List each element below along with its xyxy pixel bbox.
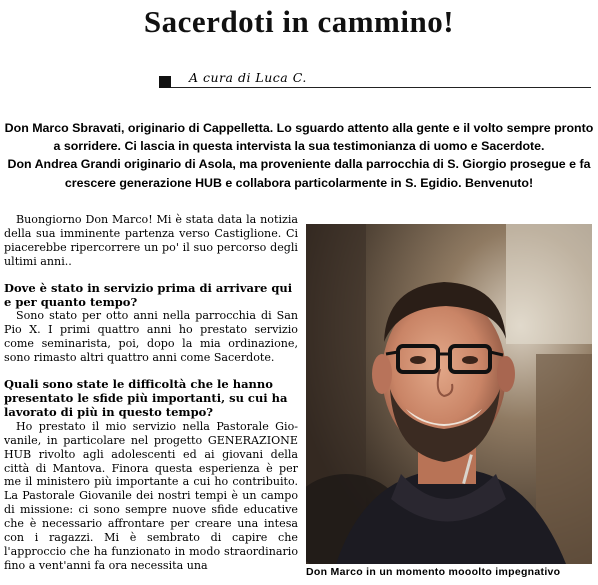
byline-rule [171,87,591,88]
opening-paragraph: Buongiorno Don Marco! Mi è stata data la notizia della sua imminente partenza verso Castiglione. Ci piacerebbe ripercorrere un po' il suo percorso degli ultimi anni.. [4,213,298,268]
portrait-photo [306,224,592,564]
photo-caption: Don Marco in un momento mooolto impegnativo [306,566,561,578]
question-1: Dove è stato in servizio prima di arrivare qui e per quanto tempo? [4,280,293,309]
intro-line-1: Don Marco Sbravati, originario di Cappelletta. Lo sguardo attento alla gente e il volto sempre pronto a sorridere. Ci lascia in questa intervista la sua testimonianza di uomo e Sacerdote. [4,121,594,154]
interview-column [4,213,298,573]
byline [155,69,595,89]
intro-line-2: Don Andrea Grandi originario di Asola, ma proveniente dalla parrocchia di S. Giorgio prosegue e fa crescere generazione HUB e collabora particolarmente in S. Egidio. Benvenuto! [7,157,591,190]
answer-1: Sono stato per otto anni nella parrocchia di San Pio X. I primi quattro anni ho prestato servizio come seminarista, poi, dopo la mia ordinazione, sono rimasto altri quattro anni come Sacerdote. [4,309,298,365]
byline-text: A cura di Luca C. [189,70,307,85]
byline-square-marker [159,76,171,88]
portrait-illustration [306,224,592,564]
article-title: Sacerdoti in cammino! [143,4,455,39]
question-2: Quali sono state le difficoltà che le hanno presentato le sfide più importanti, su cui ha lavorato di più in questo tempo? [4,377,288,419]
intro-paragraph [0,119,598,192]
answer-2: Ho prestato il mio servizio nella Pastorale Giovanile, in particolare nel progetto GENERAZIONE HUB rivolto agli adolescenti ed ai giovani della città di Mantova. Finora questa esperienza è per me il ministero più importante a cui ho contribuito. La Pastorale Giovanile dei nostri tempi è un campo di missione: ci sono sempre nuove sfide educative che è necessario affrontare per creare una intesa con i ragazzi. Mi è sembrato di capire che l'approccio che ha funzionato in modo straordinario fino a vent'anni fa ora necessita una [4,419,298,572]
